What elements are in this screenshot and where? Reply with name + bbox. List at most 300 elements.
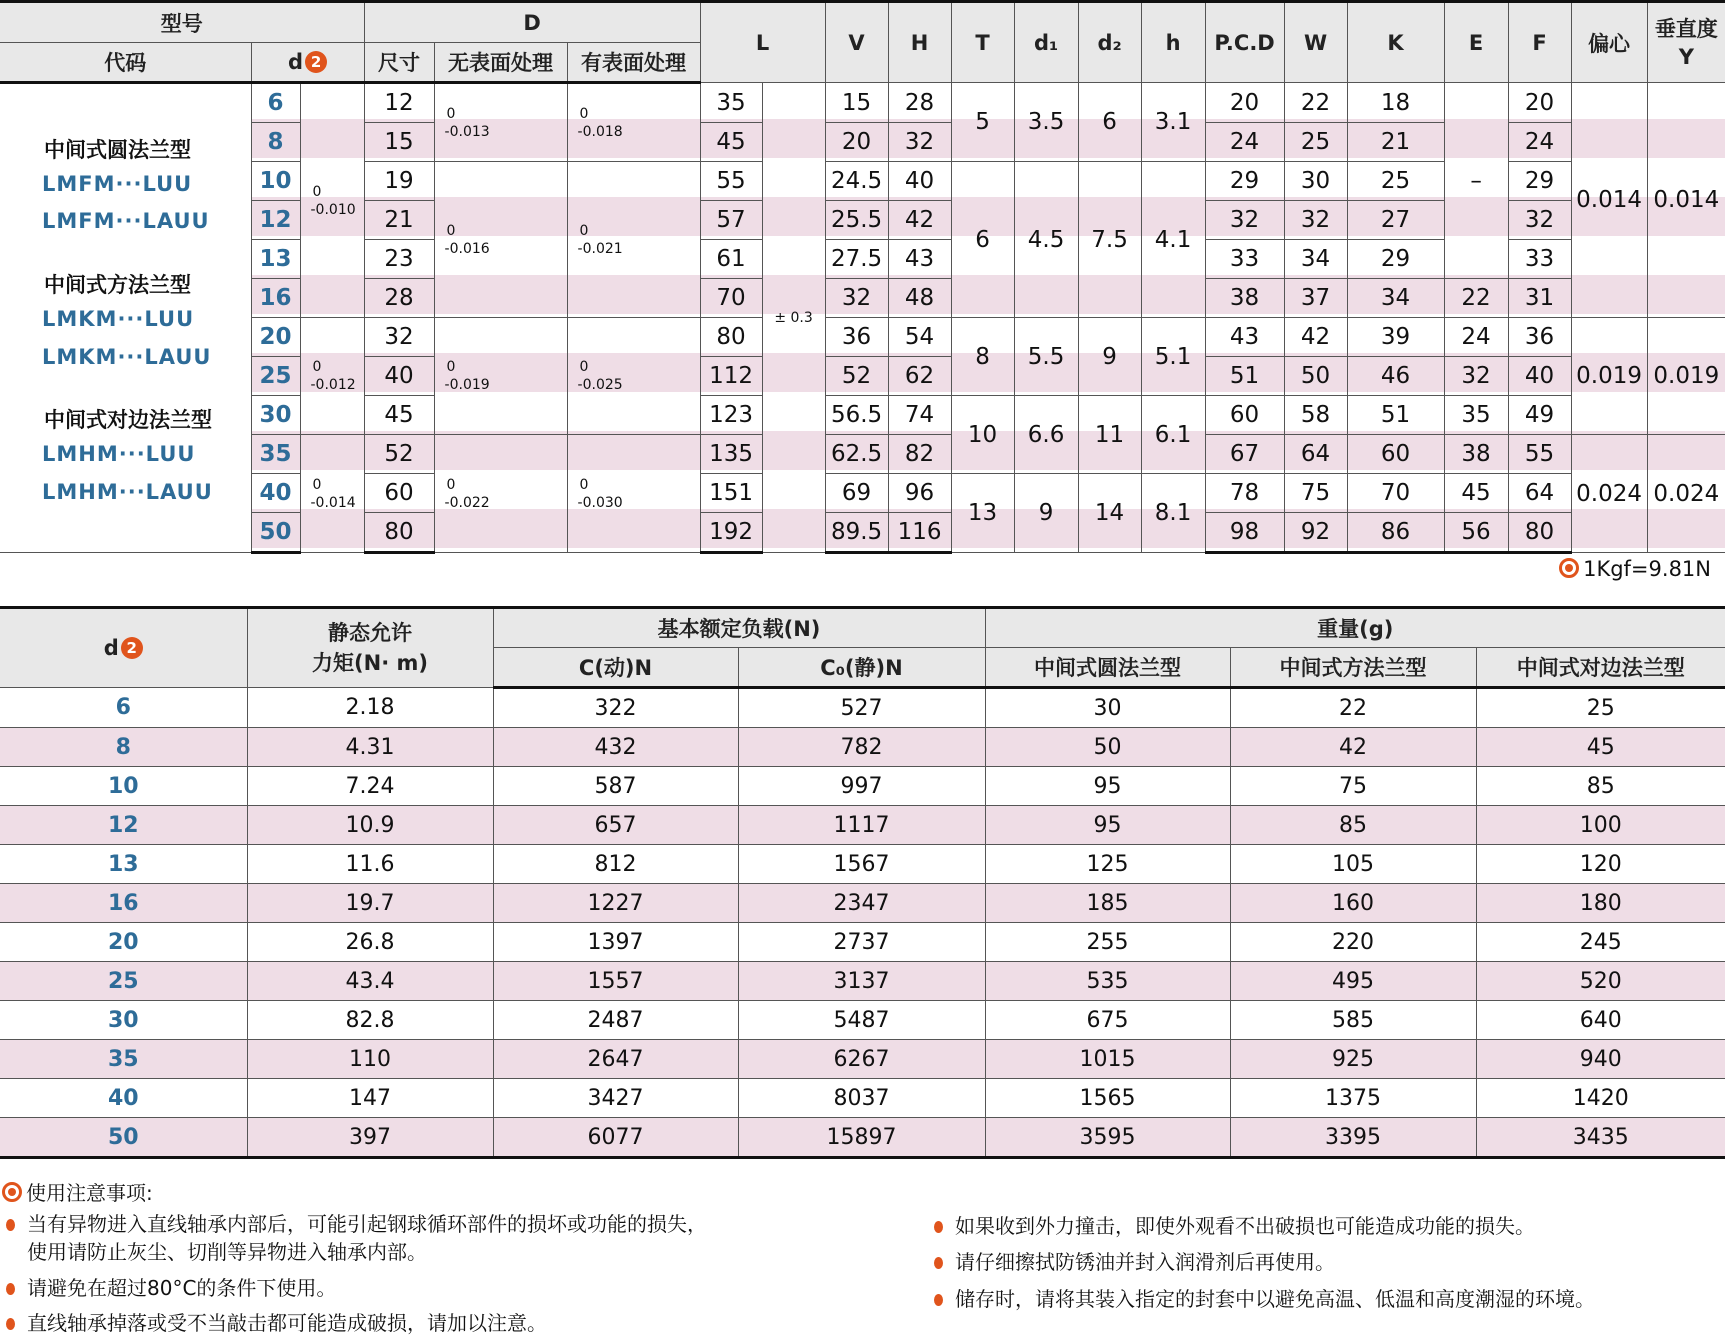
F-value: 55 — [1508, 435, 1571, 474]
V-value: 36 — [825, 318, 888, 357]
pcd-value: 32 — [1205, 201, 1284, 240]
D-tolerance-with-surface — [567, 318, 700, 435]
tolerance-lower: -0.013 — [444, 123, 490, 140]
d-value: 30 — [251, 396, 300, 435]
tolerance-upper: 0 — [312, 359, 322, 375]
H-value: 62 — [888, 357, 951, 396]
torque-value: 7.24 — [247, 767, 493, 806]
model-type: 中间式圆法兰型 — [44, 138, 191, 162]
weight-opposite-value: 100 — [1476, 806, 1725, 845]
W-value: 50 — [1284, 357, 1347, 396]
table-row — [0, 279, 1725, 318]
model-code: LMFM···LUU — [42, 172, 193, 196]
W-value: 32 — [1284, 201, 1347, 240]
c-dynamic-value: 587 — [493, 767, 738, 806]
weight-opposite-value: 245 — [1476, 923, 1725, 962]
header-d-label: d — [103, 636, 119, 660]
L-value: 55 — [700, 162, 762, 201]
V-value: 89.5 — [825, 513, 888, 553]
c0-static-value: 1117 — [738, 806, 985, 845]
model-code: LMHM···LAUU — [42, 480, 213, 504]
L-value: 192 — [700, 513, 762, 553]
d-tolerance — [300, 83, 364, 318]
bullet-ring-icon — [1559, 558, 1579, 578]
note-item — [6, 1310, 547, 1336]
H-value: 54 — [888, 318, 951, 357]
notes-title-text: 使用注意事项: — [26, 1181, 153, 1205]
usage-notes — [0, 1180, 1725, 1339]
E-value: – — [1444, 83, 1508, 279]
F-value: 40 — [1508, 357, 1571, 396]
header-pcd: P.C.D — [1205, 2, 1284, 83]
weight-round-value: 3595 — [985, 1118, 1230, 1158]
tolerance-upper: 0 — [446, 359, 456, 375]
h-value: 6.1 — [1141, 396, 1205, 474]
H-value: 82 — [888, 435, 951, 474]
table-row — [0, 513, 1725, 553]
eccentric-value: 0.024 — [1571, 435, 1647, 553]
c-dynamic-value: 812 — [493, 845, 738, 884]
tolerance-lower: -0.010 — [310, 201, 356, 218]
weight-round-value: 255 — [985, 923, 1230, 962]
d-tolerance — [300, 318, 364, 435]
header-perpendicularity — [1647, 2, 1725, 83]
W-value: 25 — [1284, 123, 1347, 162]
table-row — [0, 1001, 1725, 1040]
D-size: 32 — [364, 318, 434, 357]
D-tolerance-no-surface — [434, 83, 567, 162]
pcd-value: 98 — [1205, 513, 1284, 553]
c0-static-value: 3137 — [738, 962, 985, 1001]
W-value: 58 — [1284, 396, 1347, 435]
c-dynamic-value: 2647 — [493, 1040, 738, 1079]
model-code: LMKM···LAUU — [42, 345, 212, 369]
D-tolerance-with-surface — [567, 83, 700, 162]
T-value: 13 — [951, 474, 1014, 553]
note-item — [934, 1249, 1335, 1275]
note-text: 如果收到外力撞击，即使外观看不出破损也可能造成功能的损失。 — [955, 1214, 1535, 1238]
table-row — [0, 806, 1725, 845]
note-text: 请仔细擦拭防锈油并封入润滑剂后再使用。 — [955, 1250, 1335, 1274]
header-d — [251, 43, 364, 83]
c-dynamic-value: 1227 — [493, 884, 738, 923]
torque-value: 2.18 — [247, 688, 493, 728]
table-row — [0, 923, 1725, 962]
header-size: 尺寸 — [364, 43, 434, 83]
bullet-dot-icon — [934, 1294, 943, 1306]
d-value: 8 — [0, 728, 247, 767]
h-value: 3.1 — [1141, 83, 1205, 162]
d-value: 8 — [251, 123, 300, 162]
D-tolerance-no-surface — [434, 318, 567, 435]
tolerance-upper: 0 — [579, 222, 589, 239]
W-value: 34 — [1284, 240, 1347, 279]
c0-static-value: 15897 — [738, 1118, 985, 1158]
unit-note-text: 1Kgf=9.81N — [1583, 557, 1711, 581]
note-item — [934, 1286, 1595, 1312]
header-E: E — [1444, 2, 1508, 83]
E-value: 32 — [1444, 357, 1508, 396]
perpendicularity-value: 0.019 — [1647, 318, 1725, 435]
T-value: 10 — [951, 396, 1014, 474]
c-dynamic-value: 1557 — [493, 962, 738, 1001]
W-value: 37 — [1284, 279, 1347, 318]
tolerance-lower: -0.025 — [577, 377, 623, 393]
weight-opposite-value: 120 — [1476, 845, 1725, 884]
L-value: 61 — [700, 240, 762, 279]
load-weight-table — [0, 606, 1725, 1159]
K-value: 70 — [1347, 474, 1444, 513]
K-value: 46 — [1347, 357, 1444, 396]
header-c-dynamic: C(动)N — [493, 648, 738, 688]
note-2-badge-icon: 2 — [305, 51, 327, 73]
weight-square-value: 585 — [1230, 1001, 1476, 1040]
model-type: 中间式对边法兰型 — [44, 408, 212, 432]
K-value: 51 — [1347, 396, 1444, 435]
pcd-value: 67 — [1205, 435, 1284, 474]
F-value: 24 — [1508, 123, 1571, 162]
c0-static-value: 1567 — [738, 845, 985, 884]
model-type: 中间式方法兰型 — [44, 273, 191, 297]
W-value: 92 — [1284, 513, 1347, 553]
note-item-continued: 使用请防止灰尘、切削等异物进入轴承内部。 — [27, 1240, 427, 1264]
H-value: 48 — [888, 279, 951, 318]
eccentric-value: 0.014 — [1571, 83, 1647, 318]
D-size: 19 — [364, 162, 434, 201]
bullet-ring-icon — [2, 1182, 22, 1202]
d-value: 35 — [251, 435, 300, 474]
table-row — [0, 962, 1725, 1001]
d-value: 20 — [0, 923, 247, 962]
torque-value: 397 — [247, 1118, 493, 1158]
V-value: 20 — [825, 123, 888, 162]
bullet-dot-icon — [6, 1318, 15, 1330]
W-value: 30 — [1284, 162, 1347, 201]
header-d — [0, 608, 247, 688]
K-value: 27 — [1347, 201, 1444, 240]
header-d2: d₂ — [1078, 2, 1141, 83]
note-item — [6, 1275, 336, 1301]
d-value: 35 — [0, 1040, 247, 1079]
d2-value: 11 — [1078, 396, 1141, 474]
W-value: 22 — [1284, 83, 1347, 123]
H-value: 28 — [888, 83, 951, 123]
tolerance-lower: -0.022 — [444, 494, 490, 511]
header-torque-line2: 力矩(N· m) — [312, 651, 428, 675]
table-row — [0, 1118, 1725, 1158]
H-value: 74 — [888, 396, 951, 435]
c-dynamic-value: 657 — [493, 806, 738, 845]
c-dynamic-value: 6077 — [493, 1118, 738, 1158]
L-value: 80 — [700, 318, 762, 357]
pcd-value: 29 — [1205, 162, 1284, 201]
K-value: 29 — [1347, 240, 1444, 279]
bullet-dot-icon — [6, 1283, 15, 1295]
weight-square-value: 495 — [1230, 962, 1476, 1001]
table-row — [0, 357, 1725, 396]
W-value: 75 — [1284, 474, 1347, 513]
d2-value: 6 — [1078, 83, 1141, 162]
bullet-dot-icon — [6, 1219, 15, 1231]
header-c0-static: C₀(静)N — [738, 648, 985, 688]
V-value: 52 — [825, 357, 888, 396]
F-value: 36 — [1508, 318, 1571, 357]
weight-square-value: 85 — [1230, 806, 1476, 845]
header-with-surface: 有表面处理 — [567, 43, 700, 83]
E-value: 22 — [1444, 279, 1508, 318]
note-item — [6, 1211, 707, 1237]
header-V: V — [825, 2, 888, 83]
weight-opposite-value: 940 — [1476, 1040, 1725, 1079]
code-cell — [0, 83, 251, 553]
note-text: 储存时，请将其装入指定的封套中以避免高温、低温和高度潮湿的环境。 — [955, 1287, 1595, 1311]
unit-note — [1559, 557, 1711, 581]
torque-value: 110 — [247, 1040, 493, 1079]
weight-opposite-value: 1420 — [1476, 1079, 1725, 1118]
table-row — [0, 688, 1725, 728]
D-size: 45 — [364, 396, 434, 435]
table-row — [0, 474, 1725, 513]
L-value: 135 — [700, 435, 762, 474]
c0-static-value: 782 — [738, 728, 985, 767]
d-value: 50 — [251, 513, 300, 553]
L-tolerance: ± 0.3 — [762, 83, 825, 553]
c0-static-value: 997 — [738, 767, 985, 806]
tolerance-upper: 0 — [446, 222, 456, 239]
H-value: 96 — [888, 474, 951, 513]
header-weight-opposite: 中间式对边法兰型 — [1476, 648, 1725, 688]
H-value: 40 — [888, 162, 951, 201]
spec-table-container — [0, 0, 1725, 550]
pcd-value: 38 — [1205, 279, 1284, 318]
L-value: 112 — [700, 357, 762, 396]
weight-square-value: 220 — [1230, 923, 1476, 962]
pcd-value: 24 — [1205, 123, 1284, 162]
d-value: 16 — [251, 279, 300, 318]
header-d1: d₁ — [1014, 2, 1078, 83]
note-2-badge-icon: 2 — [121, 637, 143, 659]
header-K: K — [1347, 2, 1444, 83]
d2-value: 14 — [1078, 474, 1141, 553]
weight-square-value: 160 — [1230, 884, 1476, 923]
V-value: 62.5 — [825, 435, 888, 474]
d-value: 40 — [0, 1079, 247, 1118]
h-value: 8.1 — [1141, 474, 1205, 553]
d1-value: 4.5 — [1014, 162, 1078, 318]
d-value: 6 — [0, 688, 247, 728]
weight-round-value: 50 — [985, 728, 1230, 767]
F-value: 33 — [1508, 240, 1571, 279]
D-tolerance-no-surface — [434, 162, 567, 318]
torque-value: 82.8 — [247, 1001, 493, 1040]
tolerance-upper: 0 — [446, 476, 456, 493]
V-value: 56.5 — [825, 396, 888, 435]
header-h: h — [1141, 2, 1205, 83]
F-value: 32 — [1508, 201, 1571, 240]
weight-opposite-value: 25 — [1476, 688, 1725, 728]
torque-value: 147 — [247, 1079, 493, 1118]
H-value: 116 — [888, 513, 951, 553]
tolerance-lower: -0.014 — [310, 494, 356, 511]
H-value: 32 — [888, 123, 951, 162]
T-value: 8 — [951, 318, 1014, 396]
H-value: 43 — [888, 240, 951, 279]
D-size: 80 — [364, 513, 434, 553]
torque-value: 11.6 — [247, 845, 493, 884]
F-value: 49 — [1508, 396, 1571, 435]
torque-value: 10.9 — [247, 806, 493, 845]
header-weight-square: 中间式方法兰型 — [1230, 648, 1476, 688]
L-value: 45 — [700, 123, 762, 162]
weight-round-value: 95 — [985, 767, 1230, 806]
perpendicularity-value: 0.014 — [1647, 83, 1725, 318]
d-value: 12 — [0, 806, 247, 845]
d-value: 30 — [0, 1001, 247, 1040]
header-weight-round: 中间式圆法兰型 — [985, 648, 1230, 688]
table-row — [0, 1079, 1725, 1118]
weight-opposite-value: 45 — [1476, 728, 1725, 767]
V-value: 69 — [825, 474, 888, 513]
tolerance-lower: -0.018 — [577, 123, 623, 140]
c0-static-value: 527 — [738, 688, 985, 728]
pcd-value: 33 — [1205, 240, 1284, 279]
eccentric-value: 0.019 — [1571, 318, 1647, 435]
D-size: 21 — [364, 201, 434, 240]
weight-opposite-value: 180 — [1476, 884, 1725, 923]
K-value: 21 — [1347, 123, 1444, 162]
note-item — [934, 1213, 1535, 1239]
D-size: 60 — [364, 474, 434, 513]
V-value: 25.5 — [825, 201, 888, 240]
tolerance-upper: 0 — [312, 183, 322, 200]
weight-opposite-value: 3435 — [1476, 1118, 1725, 1158]
T-value: 6 — [951, 162, 1014, 318]
table-row — [0, 767, 1725, 806]
E-value: 56 — [1444, 513, 1508, 553]
tolerance-upper: 0 — [446, 105, 456, 122]
K-value: 60 — [1347, 435, 1444, 474]
d1-value: 5.5 — [1014, 318, 1078, 396]
header-L: L — [700, 2, 825, 83]
F-value: 64 — [1508, 474, 1571, 513]
d-value: 16 — [0, 884, 247, 923]
F-value: 80 — [1508, 513, 1571, 553]
notes-title — [2, 1180, 153, 1206]
D-size: 12 — [364, 83, 434, 123]
W-value: 42 — [1284, 318, 1347, 357]
tolerance-upper: 0 — [579, 359, 589, 375]
table-row — [0, 728, 1725, 767]
F-value: 31 — [1508, 279, 1571, 318]
weight-square-value: 3395 — [1230, 1118, 1476, 1158]
V-value: 15 — [825, 83, 888, 123]
weight-round-value: 1015 — [985, 1040, 1230, 1079]
d-value: 10 — [251, 162, 300, 201]
c0-static-value: 2347 — [738, 884, 985, 923]
tolerance-lower: -0.016 — [444, 240, 490, 257]
d-value: 20 — [251, 318, 300, 357]
model-code: LMFM···LAUU — [42, 209, 210, 233]
d2-value: 7.5 — [1078, 162, 1141, 318]
tolerance-upper: 0 — [579, 476, 589, 493]
L-value: 151 — [700, 474, 762, 513]
weight-round-value: 125 — [985, 845, 1230, 884]
table-row — [0, 845, 1725, 884]
header-H: H — [888, 2, 951, 83]
K-value: 86 — [1347, 513, 1444, 553]
c-dynamic-value: 322 — [493, 688, 738, 728]
d-value: 13 — [251, 240, 300, 279]
h-value: 4.1 — [1141, 162, 1205, 318]
E-value: 35 — [1444, 396, 1508, 435]
header-torque-line1: 静态允许 — [328, 621, 412, 645]
D-size: 40 — [364, 357, 434, 396]
header-F: F — [1508, 2, 1571, 83]
d1-value: 3.5 — [1014, 83, 1078, 162]
c0-static-value: 5487 — [738, 1001, 985, 1040]
K-value: 25 — [1347, 162, 1444, 201]
torque-value: 4.31 — [247, 728, 493, 767]
pcd-value: 51 — [1205, 357, 1284, 396]
V-value: 32 — [825, 279, 888, 318]
L-value: 57 — [700, 201, 762, 240]
D-tolerance-no-surface — [434, 435, 567, 553]
header-no-surface: 无表面处理 — [434, 43, 567, 83]
weight-round-value: 95 — [985, 806, 1230, 845]
header-perpendicularity-line1: 垂直度 — [1654, 16, 1718, 41]
L-value: 70 — [700, 279, 762, 318]
D-size: 23 — [364, 240, 434, 279]
note-text: 请避免在超过80°C的条件下使用。 — [27, 1276, 337, 1300]
pcd-value: 20 — [1205, 83, 1284, 123]
K-value: 39 — [1347, 318, 1444, 357]
d-value: 40 — [251, 474, 300, 513]
L-value: 123 — [700, 396, 762, 435]
spec-table — [0, 0, 1725, 554]
header-torque — [247, 608, 493, 688]
d-value: 25 — [0, 962, 247, 1001]
d-value: 6 — [251, 83, 300, 123]
F-value: 29 — [1508, 162, 1571, 201]
E-value: 45 — [1444, 474, 1508, 513]
F-value: 20 — [1508, 83, 1571, 123]
L-value: 35 — [700, 83, 762, 123]
d2-value: 9 — [1078, 318, 1141, 396]
tolerance-upper: 0 — [579, 105, 589, 122]
h-value: 5.1 — [1141, 318, 1205, 396]
table-row — [0, 1040, 1725, 1079]
tolerance-lower: -0.012 — [310, 377, 356, 393]
E-value: 24 — [1444, 318, 1508, 357]
E-value: 38 — [1444, 435, 1508, 474]
V-value: 24.5 — [825, 162, 888, 201]
W-value: 64 — [1284, 435, 1347, 474]
D-size: 28 — [364, 279, 434, 318]
D-size: 15 — [364, 123, 434, 162]
table-row — [0, 83, 1725, 123]
torque-value: 26.8 — [247, 923, 493, 962]
c0-static-value: 6267 — [738, 1040, 985, 1079]
perpendicularity-value: 0.024 — [1647, 435, 1725, 553]
table-row — [0, 884, 1725, 923]
d-value: 10 — [0, 767, 247, 806]
d1-value: 9 — [1014, 474, 1078, 553]
table-row — [0, 318, 1725, 357]
header-rated-load: 基本额定负载(N) — [493, 608, 985, 648]
bullet-dot-icon — [934, 1221, 943, 1233]
pcd-value: 60 — [1205, 396, 1284, 435]
header-d-label: d — [287, 50, 304, 74]
